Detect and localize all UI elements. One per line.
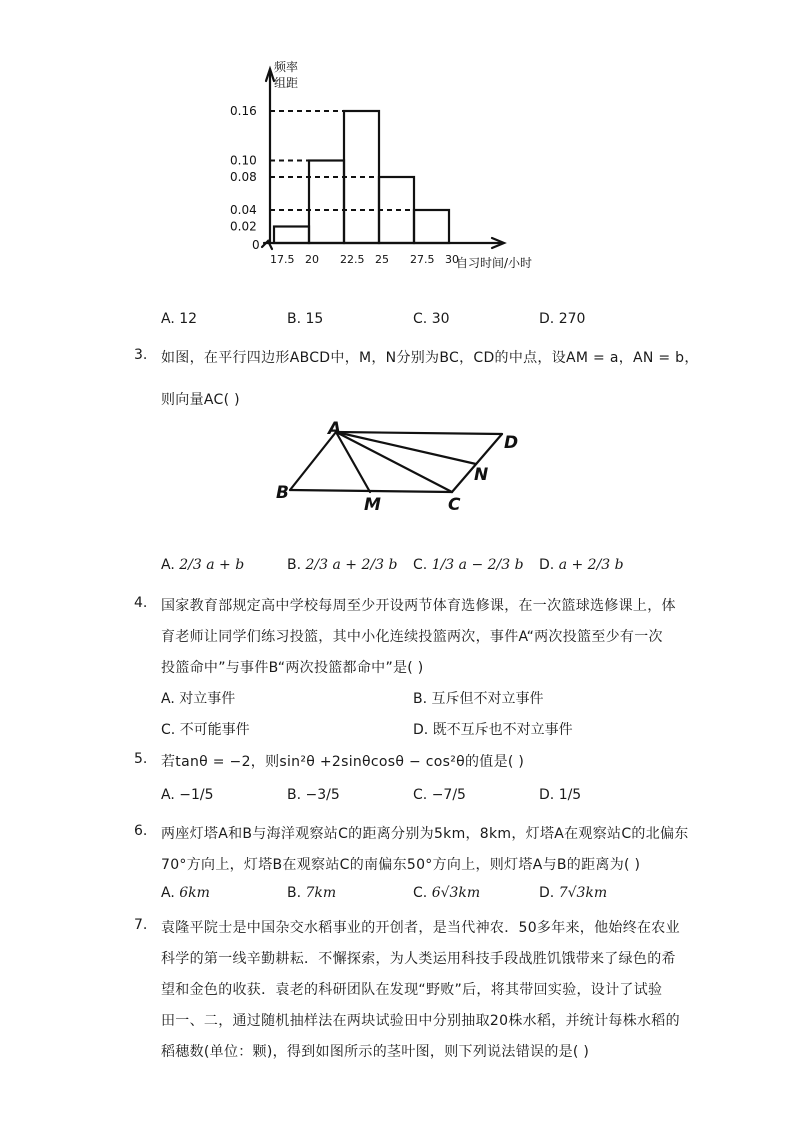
q2-option-d[interactable]: D. 270	[539, 311, 586, 327]
q7-number: 7.	[134, 917, 148, 933]
q6-option-c[interactable]: C. 6√3km	[413, 885, 481, 901]
point-c-label: C	[448, 495, 461, 515]
q6-line-2: 70°方向上，灯塔B在观察站C的南偏东50°方向上，则灯塔A与B的距离为( )	[161, 857, 641, 873]
q6-option-d[interactable]: D. 7√3km	[539, 885, 608, 901]
q5-option-a[interactable]: A. −1/5	[161, 787, 214, 803]
point-a-label: A	[328, 419, 342, 439]
y-tick-label: 0.08	[230, 170, 257, 184]
q3-line-1: 如图，在平行四边形ABCD中，M，N分别为BC，CD的中点，设AM = a，AN = b，	[161, 350, 699, 366]
x-tick-label: 20	[305, 253, 319, 266]
q2-option-a[interactable]: A. 12	[161, 311, 198, 327]
x-tick-label: 17.5	[270, 253, 295, 266]
q3-option-c[interactable]: C. 1/3 a − 2/3 b	[413, 557, 524, 573]
y-axis-label-top: 频率	[274, 60, 299, 74]
x-tick-label: 30	[445, 253, 459, 266]
q3-number: 3.	[134, 347, 148, 363]
point-d-label: D	[504, 433, 519, 453]
q4-line-1: 国家教育部规定高中学校每周至少开设两节体育选修课，在一次篮球选修课上，体	[161, 598, 676, 614]
x-tick-label: 27.5	[410, 253, 435, 266]
q5-line-1: 若tanθ = −2，则sin²θ +2sinθcosθ − cos²θ的值是( )	[161, 754, 525, 770]
q2-option-c[interactable]: C. 30	[413, 311, 450, 327]
q6-option-a[interactable]: A. 6km	[161, 885, 210, 901]
q3-option-b[interactable]: B. 2/3 a + 2/3 b	[287, 557, 398, 573]
point-m-label: M	[364, 495, 381, 515]
q4-line-2: 育老师让同学们练习投篮，其中小化连续投篮两次，事件A“两次投篮至少有一次	[161, 629, 663, 645]
x-tick-label: 25	[375, 253, 389, 266]
q7-line-4: 田一、二，通过随机抽样法在两块试验田中分别抽取20株水稻，并统计每株水稻的	[161, 1013, 680, 1029]
x-tick-label: 22.5	[340, 253, 365, 266]
q6-line-1: 两座灯塔A和B与海洋观察站C的距离分别为5km，8km，灯塔A在观察站C的北偏东	[161, 826, 689, 842]
origin-label: 0	[252, 238, 260, 252]
histogram-bar	[274, 227, 309, 244]
q7-line-3: 望和金色的收获．袁老的科研团队在发现“野败”后，将其带回实验，设计了试验	[161, 982, 663, 998]
y-tick-label: 0.04	[230, 203, 257, 217]
q5-option-b[interactable]: B. −3/5	[287, 787, 340, 803]
q3-line-2: 则向量AC( )	[161, 392, 240, 408]
point-n-label: N	[474, 465, 489, 485]
q4-option-d[interactable]: D. 既不互斥也不对立事件	[413, 722, 573, 738]
q4-option-a[interactable]: A. 对立事件	[161, 691, 236, 707]
q6-number: 6.	[134, 823, 148, 839]
q6-option-b[interactable]: B. 7km	[287, 885, 337, 901]
q7-line-1: 袁隆平院士是中国杂交水稻事业的开创者，是当代神农．50多年来，他始终在农业	[161, 920, 680, 936]
y-axis-label-bottom: 组距	[274, 76, 299, 90]
q4-number: 4.	[134, 595, 148, 611]
y-tick-label: 0.02	[230, 219, 257, 234]
q3-option-d[interactable]: D. a + 2/3 b	[539, 557, 624, 573]
histogram-bar	[309, 161, 344, 244]
y-tick-label: 0.16	[230, 104, 257, 118]
q4-line-3: 投篮命中”与事件B“两次投篮都命中”是( )	[161, 660, 424, 676]
histogram-bar	[414, 210, 449, 243]
y-tick-label: 0.10	[230, 153, 257, 168]
point-b-label: B	[276, 483, 289, 503]
q5-option-d[interactable]: D. 1/5	[539, 787, 582, 803]
q4-option-b[interactable]: B. 互斥但不对立事件	[413, 691, 544, 707]
q2-option-b[interactable]: B. 15	[287, 311, 324, 327]
q5-option-c[interactable]: C. −7/5	[413, 787, 466, 803]
parallelogram-figure	[272, 418, 532, 518]
q7-line-2: 科学的第一线辛勤耕耘．不懈探索，为人类运用科技手段战胜饥饿带来了绿色的希	[161, 951, 676, 967]
q3-option-a[interactable]: A. 2/3 a + b	[161, 557, 245, 573]
q7-line-5: 稻穗数(单位：颗)，得到如图所示的茎叶图，则下列说法错误的是( )	[161, 1044, 590, 1060]
x-axis-label: 自习时间/小时	[456, 256, 533, 270]
q4-option-c[interactable]: C. 不可能事件	[161, 722, 250, 738]
frequency-histogram	[230, 55, 580, 275]
q5-number: 5.	[134, 751, 148, 767]
